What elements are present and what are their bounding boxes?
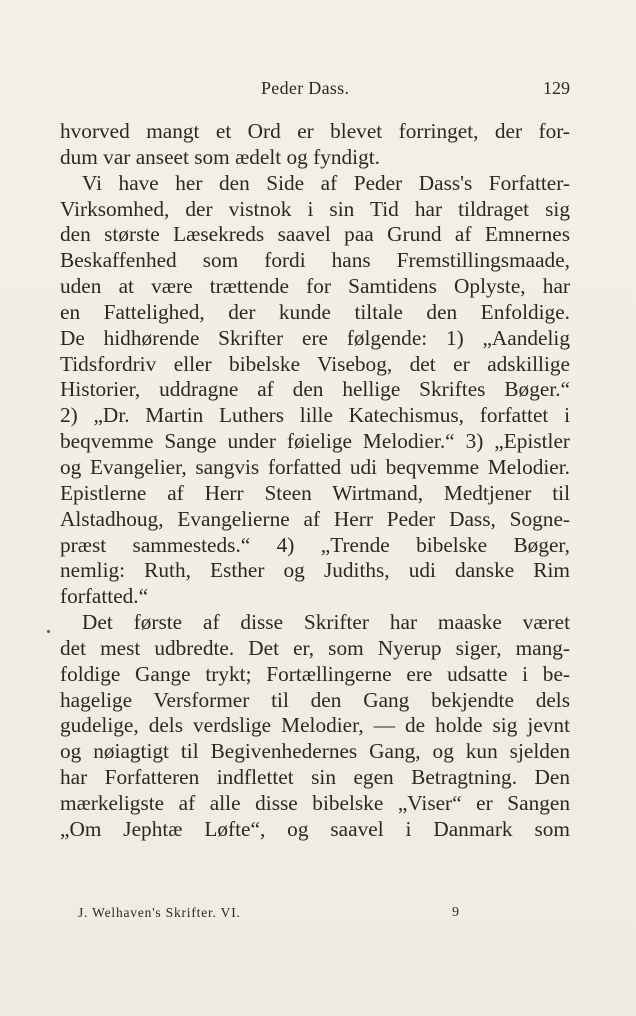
text-line: forfatted.“ — [60, 584, 149, 609]
text-line: Historier, uddragne af den hellige Skriftes Bøger.“ — [60, 377, 570, 402]
running-title: Peder Dass. — [261, 78, 350, 98]
text-line: præst sammesteds.“ 4) „Trende bibelske Bøger, — [60, 532, 570, 557]
page-header — [60, 78, 570, 108]
text-line: en Fattelighed, der kunde tiltale den Enfoldige. — [60, 299, 570, 324]
text-line: Beskaffenhed som fordi hans Fremstillingsmaade, — [60, 248, 570, 273]
text-line: hagelige Versformer til den Gang bekjendte dels — [60, 687, 570, 712]
text-line: nemlig: Ruth, Esther og Judiths, udi danske Rim — [60, 558, 570, 583]
text-line: 2) „Dr. Martin Luthers lille Katechismus, forfattet i — [60, 403, 570, 428]
text-line: og nøiagtigt til Begivenhedernes Gang, og kun sjelden — [60, 739, 570, 764]
text-line: De hidhørende Skrifter ere følgende: 1) „Aandelig — [60, 325, 570, 350]
text-line: og Evangelier, sangvis forfatted udi beqvemme Melodier. — [60, 454, 570, 479]
text-line: dum var anseet som ædelt og fyndigt. — [60, 144, 380, 169]
text-line: Alstadhoug, Evangelierne af Herr Peder Dass, Sogne- — [60, 506, 570, 531]
body-text — [60, 119, 570, 843]
signature-mark: J. Welhaven's Skrifter. VI. — [78, 905, 241, 920]
text-line: Tidsfordriv eller bibelske Visebog, det er adskillige — [60, 351, 570, 376]
text-line: foldige Gange trykt; Fortællingerne ere udsatte i be- — [60, 661, 570, 686]
text-line: „Om Jephtæ Løfte“, og saavel i Danmark som — [60, 816, 570, 841]
text-line: Vi have her den Side af Peder Dass's Forfatter- — [82, 170, 570, 195]
page-number: 129 — [543, 78, 570, 98]
text-line: Virksomhed, der vistnok i sin Tid har tildraget sig — [60, 196, 570, 221]
text-line: hvorved mangt et Ord er blevet forringet, der for- — [60, 119, 570, 143]
sheet-number: 9 — [452, 905, 460, 920]
margin-speck — [47, 630, 50, 633]
text-line: Det første af disse Skrifter har maaske været — [82, 610, 570, 635]
text-line: gudelige, dels verdslige Melodier, — de holde sig jevnt — [60, 713, 570, 738]
text-line: Epistlerne af Herr Steen Wirtmand, Medtjener til — [60, 480, 570, 505]
text-line: beqvemme Sange under føielige Melodier.“ 3) „Epistler — [60, 429, 570, 454]
page-footer — [78, 905, 478, 925]
text-line: den største Læsekreds saavel paa Grund af Emnernes — [60, 222, 570, 247]
text-line: har Forfatteren indflettet sin egen Betragtning. Den — [60, 765, 570, 790]
text-line: uden at være trættende for Samtidens Oplyste, har — [60, 274, 570, 299]
text-line: det mest udbredte. Det er, som Nyerup siger, mang- — [60, 635, 570, 660]
text-line: mærkeligste af alle disse bibelske „Viser“ er Sangen — [60, 790, 570, 815]
